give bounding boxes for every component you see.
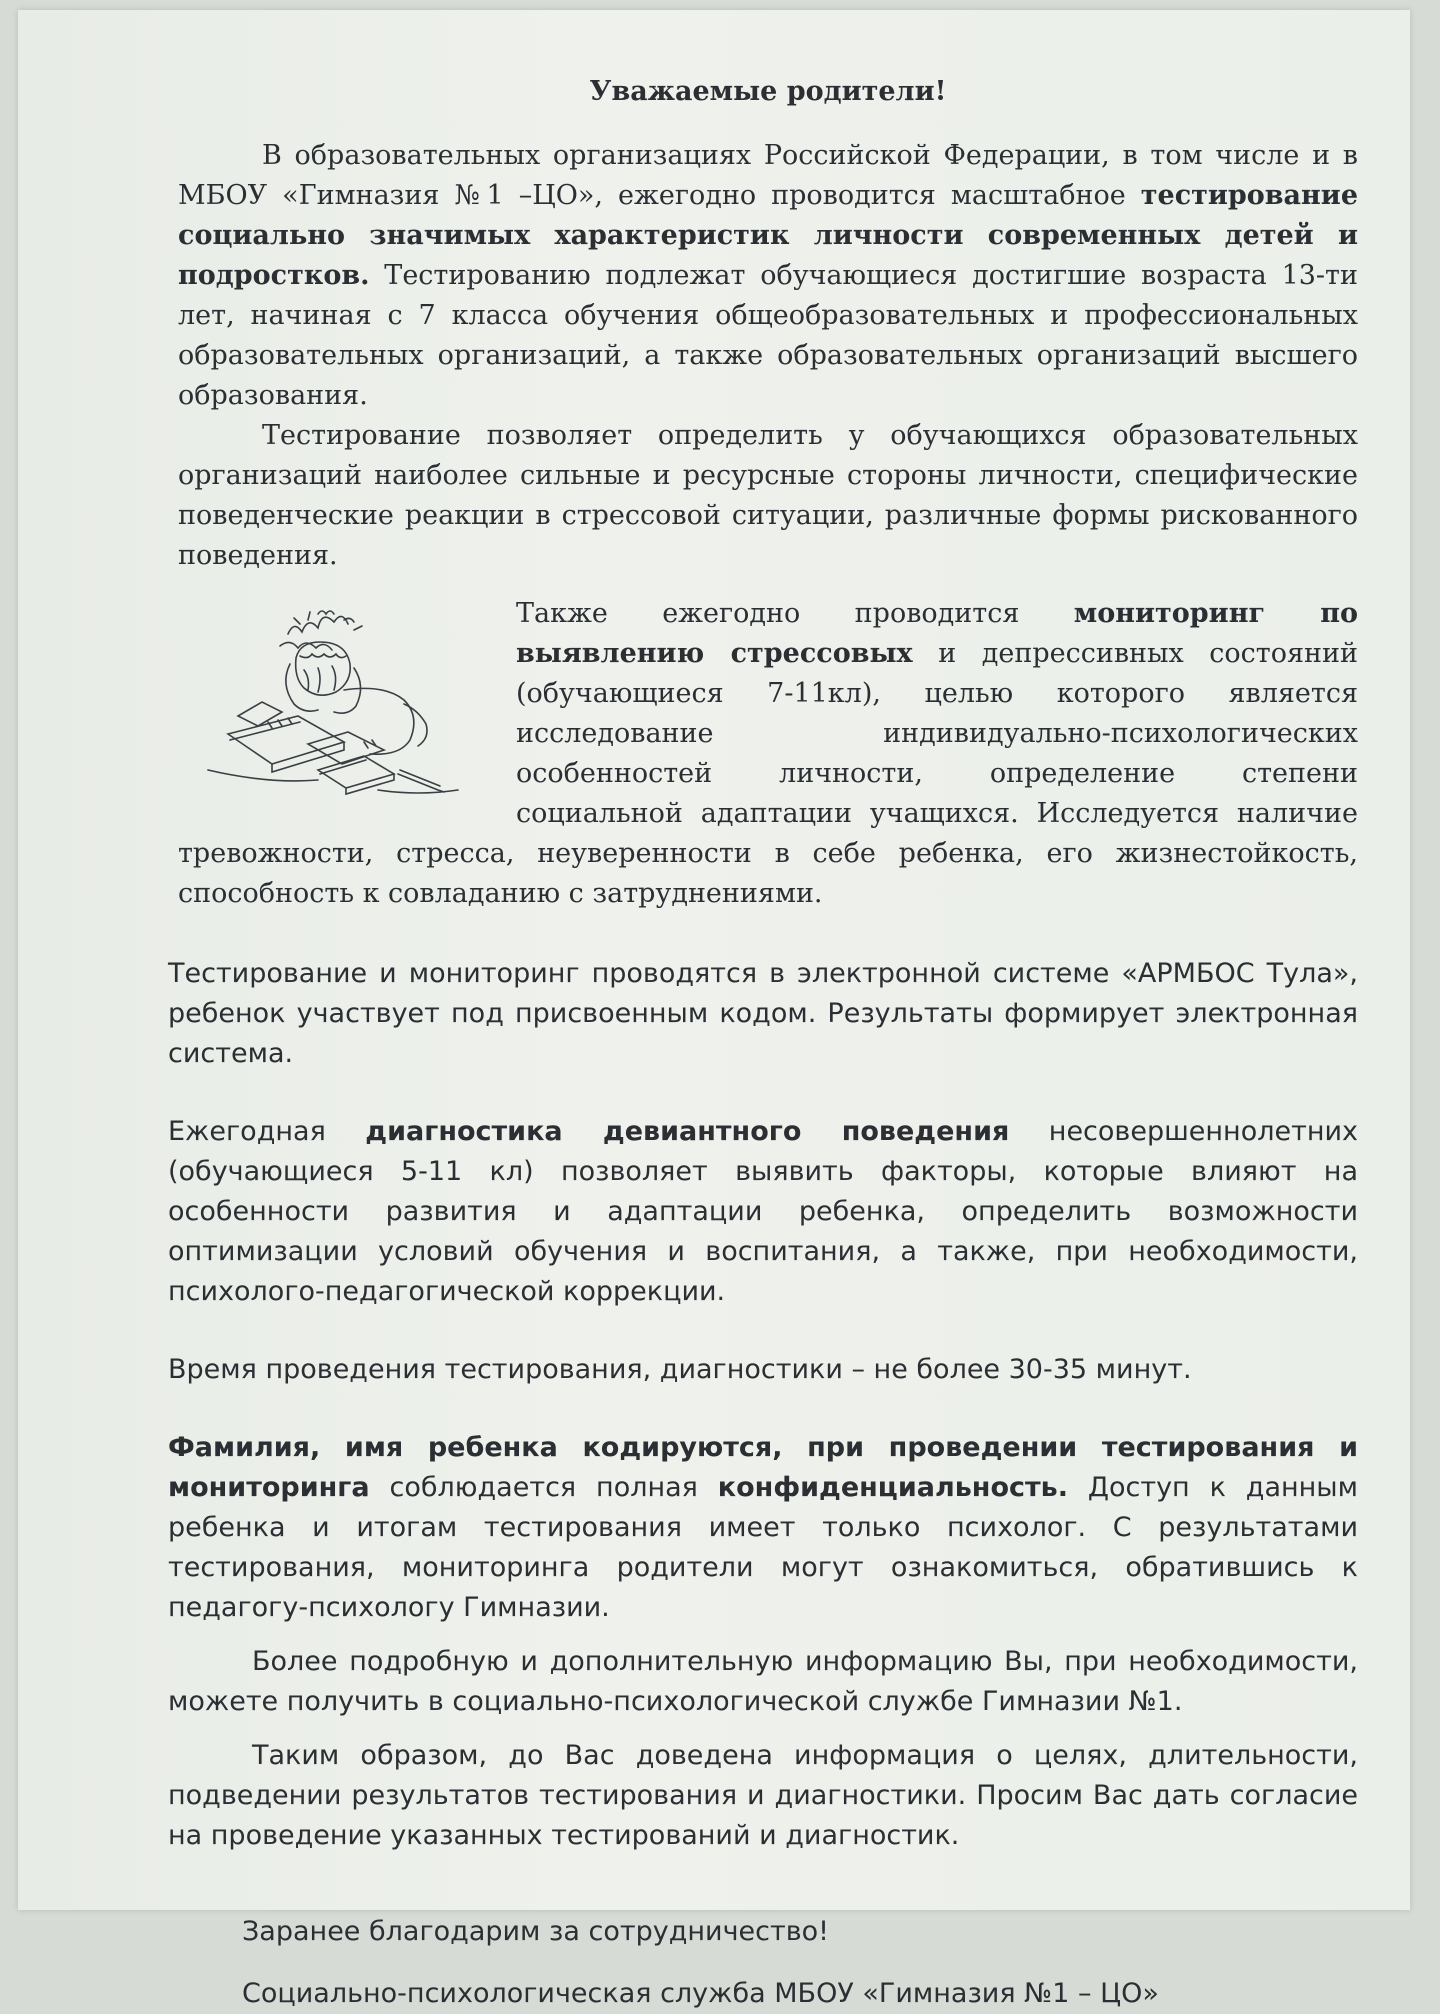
paragraph-text: и депрессивных состояний (обучающиеся 7-11кл), целью которого является исследование индивидуально-психологических особенностей личности, определение степени социальной адаптации учащихся. Исследуется наличие тревожности, стресса, неуверенности в себе ребенка, его жизнестойкость, способность к совладанию с затруднениями. <box>178 638 1358 909</box>
letter-page <box>168 72 1358 2014</box>
paragraph-consent-request: Таким образом, до Вас доведена информация о целях, длительности, подведении результатов тестирования и диагностики. Просим Вас дать согласие на проведение указанных тестирований и диагностик. <box>168 1740 1358 1851</box>
paragraph-testing-purpose: Тестирование позволяет определить у обучающихся образовательных организаций наиболее сильные и ресурсные стороны личности, специфические поведенческие реакции в стрессовой ситуации, различные формы рискованного поведения. <box>178 420 1358 571</box>
paragraph-duration: Время проведения тестирования, диагностики – не более 30-35 минут. <box>168 1354 1192 1385</box>
stressed-student-illustration-icon <box>178 594 488 804</box>
paragraph-testing-intro <box>178 136 1358 416</box>
spacer <box>178 1390 1358 1428</box>
paragraph-confidentiality <box>168 1428 1358 1628</box>
paragraph-deviant-diagnostics <box>168 1112 1358 1312</box>
monitoring-section <box>178 594 1358 914</box>
paragraph-bold-text: конфиденциальность. <box>717 1472 1068 1503</box>
paragraph-text: Также ежегодно проводится <box>516 598 1074 629</box>
paragraph-text: В образовательных организациях Российской Федерации, в том числе и в МБОУ «Гимназия №1 –ЦО», ежегодно проводится масштабное <box>178 140 1358 211</box>
paragraph-text: соблюдается полная <box>369 1472 718 1503</box>
paper-sheet <box>18 10 1410 2009</box>
spacer <box>178 1074 1358 1112</box>
paragraph-text: несовершеннолетних (обучающиеся 5-11 кл) позволяет выявить факторы, которые влияют на особенности развития и адаптации ребенка, определить возможности оптимизации условий обучения и воспитания, а также, при необходимости, психолого-педагогической коррекции. <box>168 1116 1358 1307</box>
spacer <box>178 1856 1358 1912</box>
paragraph-text: Доступ к данным ребенка и итогам тестирования имеет только психолог. С результатами тестирования, мониторинга родители могут ознакомиться, обратившись к педагогу-психологу Гимназии. <box>168 1472 1358 1623</box>
paragraph-text: Тестированию подлежат обучающиеся достигшие возраста 13-ти лет, начиная с 7 класса обучения общеобразовательных и профессиональных образовательных организаций, а также образовательных организаций высшего образования. <box>178 260 1358 411</box>
spacer <box>178 914 1358 954</box>
thanks-line: Заранее благодарим за сотрудничество! <box>242 1916 829 1947</box>
paragraph-text: Ежегодная <box>168 1116 366 1147</box>
paragraph-bold-text: тестирование социально значимых характеристик личности современных детей и подростков. <box>178 180 1358 291</box>
paragraph-bold-text: мониторинг по выявлению стрессовых <box>516 598 1358 669</box>
signature-line: Социально-психологическая служба МБОУ «Гимназия №1 – ЦО» <box>242 1978 1159 2009</box>
paragraph-bold-text: диагностика девиантного поведения <box>365 1116 1010 1147</box>
spacer <box>178 1312 1358 1350</box>
page-title: Уважаемые родители! <box>589 76 947 107</box>
paragraph-more-info: Более подробную и дополнительную информацию Вы, при необходимости, можете получить в социально-психологической службе Гимназии №1. <box>168 1646 1358 1717</box>
paragraph-bold-text: Фамилия, имя ребенка кодируются, при проведении тестирования и мониторинга <box>168 1432 1358 1503</box>
paragraph-armbos-system: Тестирование и мониторинг проводятся в электронной системе «АРМБОС Тула», ребенок участвует под присвоенным кодом. Результаты формирует электронная система. <box>168 958 1358 1069</box>
